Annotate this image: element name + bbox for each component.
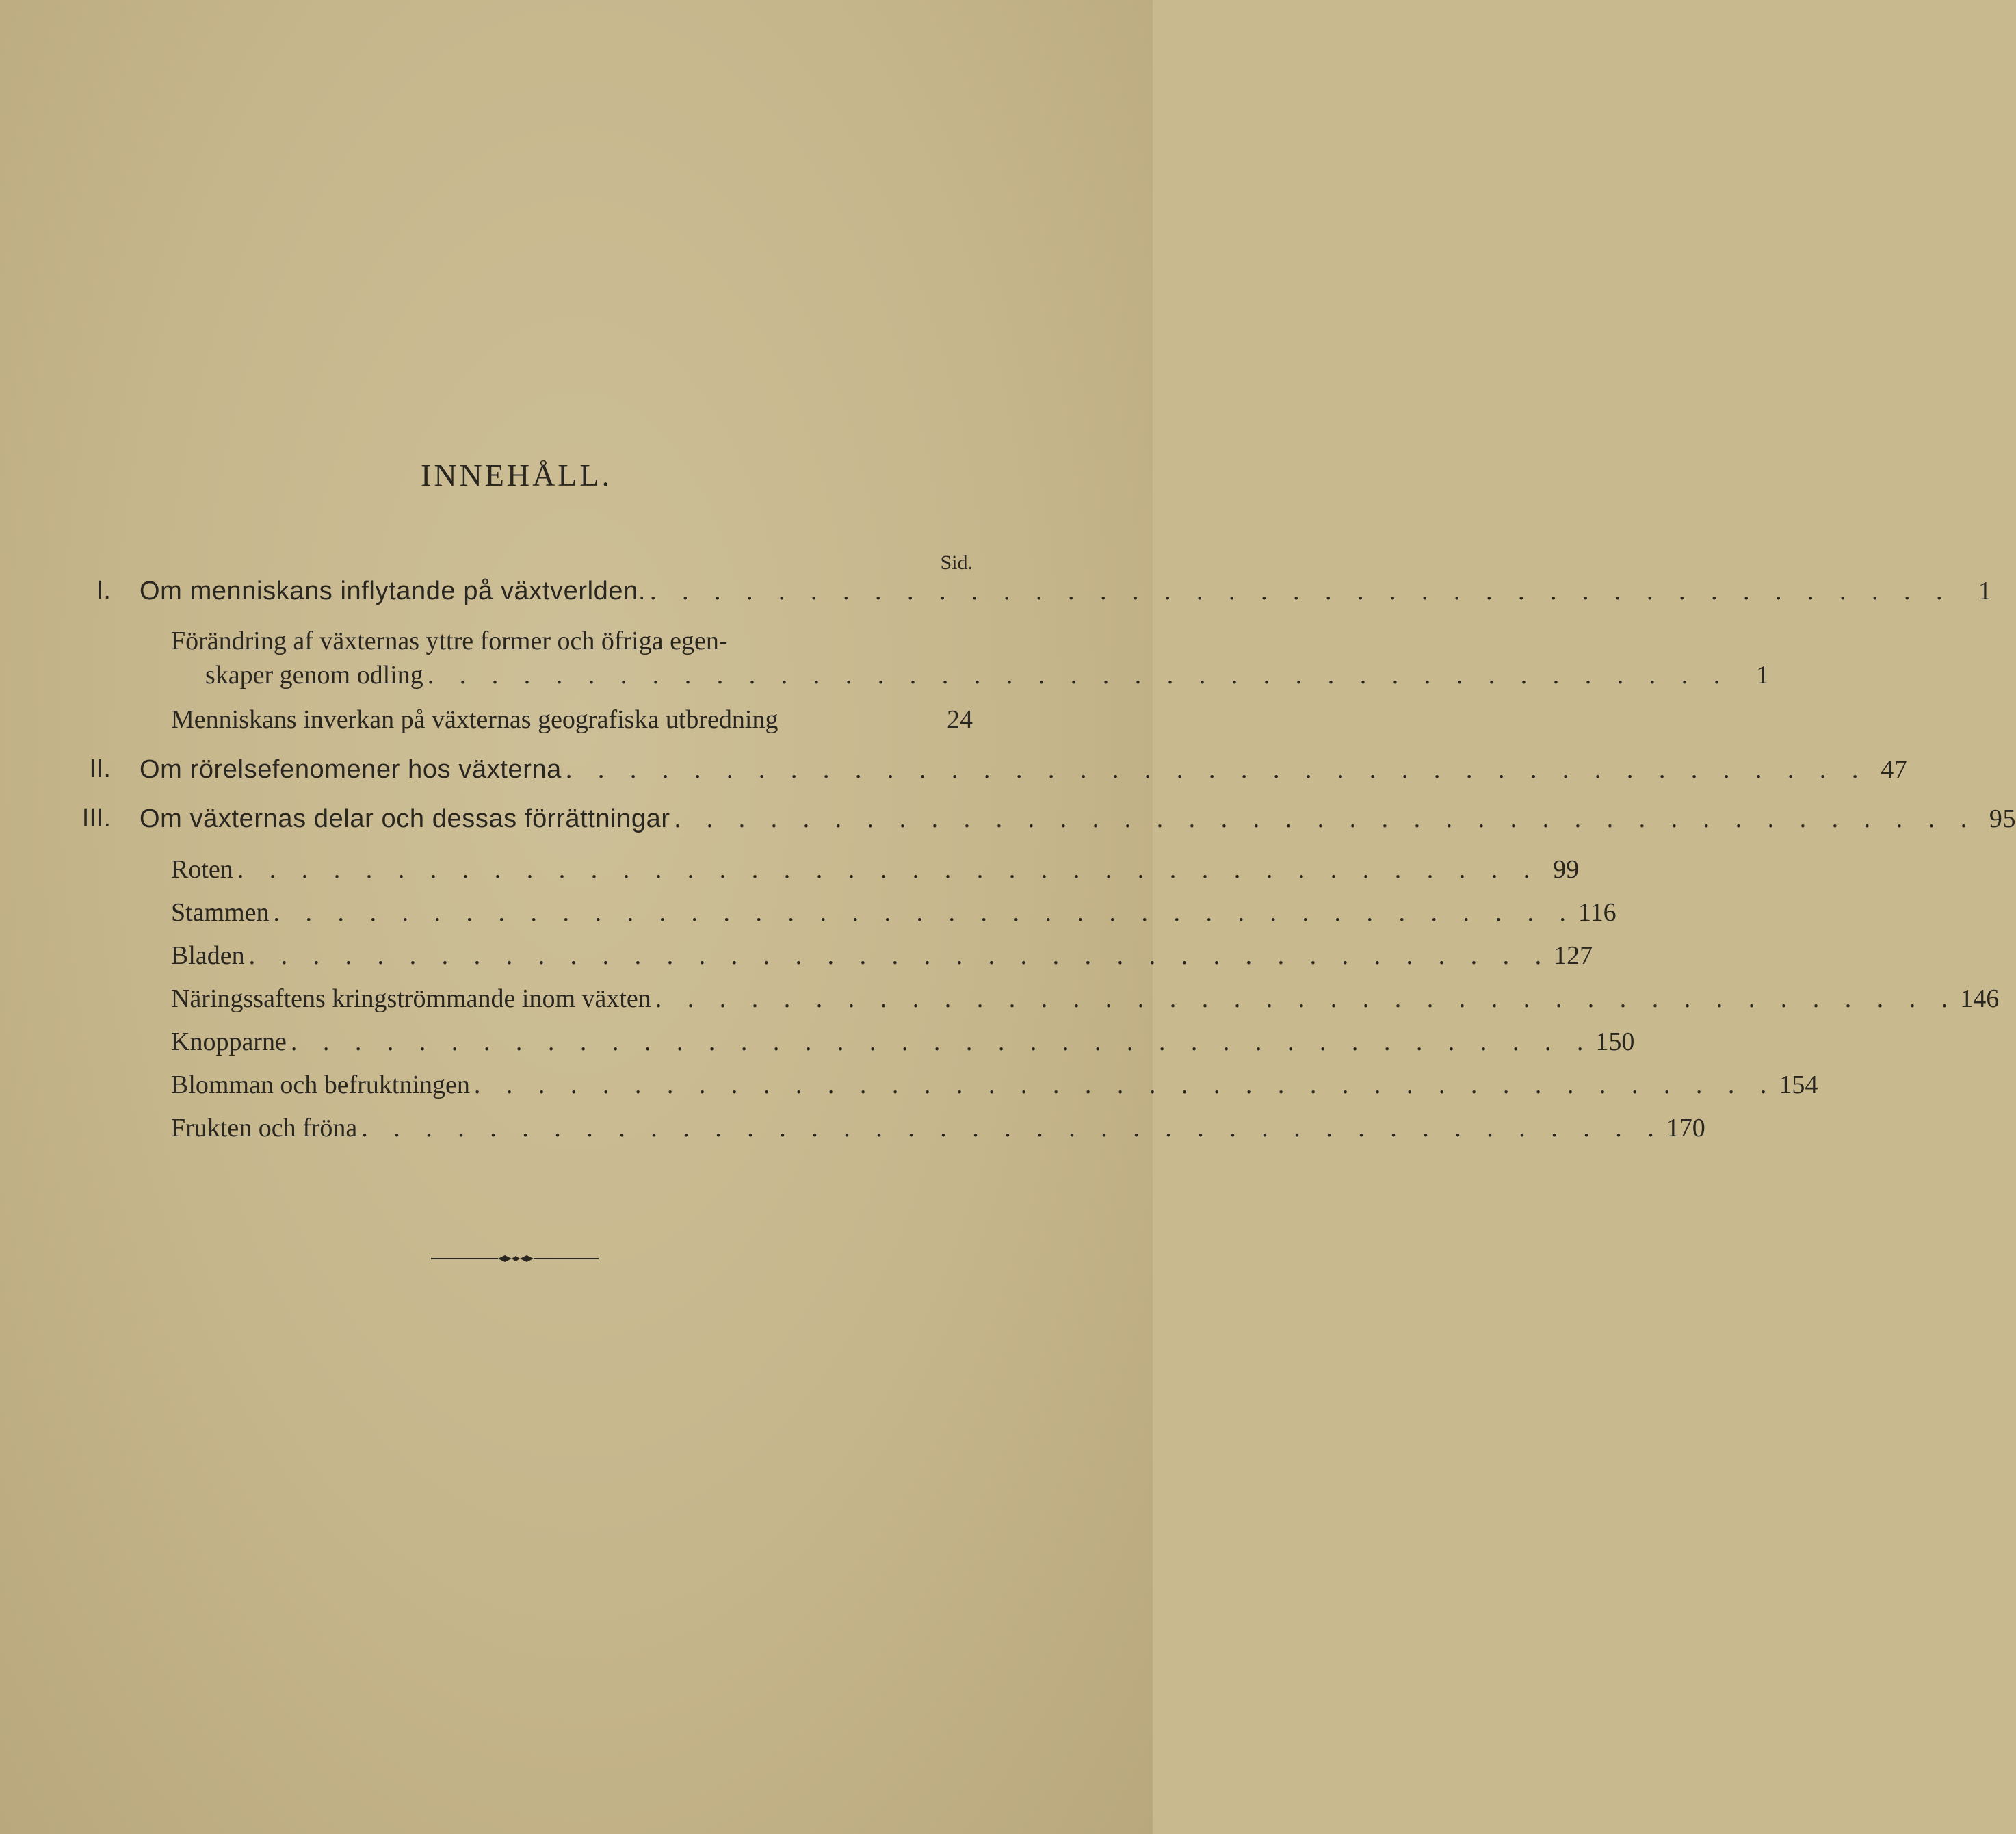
toc-entry-label: Om växternas delar och dessas förrättningar: [140, 804, 670, 833]
chapter-number: I.: [96, 576, 111, 605]
leader-dots: . . . . . . . . . . . . . . . . . . . . . . . . . . . . . . . . . . . . . . . . .: [273, 898, 1576, 927]
toc-entry-label: Blomman och befruktningen: [171, 1071, 470, 1099]
toc-subentry-2: [0, 705, 1153, 743]
toc-subentry-knopparne: [0, 1027, 1635, 1065]
page-title: INNEHÅLL.: [421, 458, 612, 493]
toc-subentry-1-continued: [0, 660, 1770, 698]
toc-subentry-1: [0, 626, 1153, 664]
toc-subentry-roten: [0, 854, 1580, 893]
toc-entry-label: Förändring af växternas yttre former och öfriga egen-: [171, 627, 728, 655]
toc-entry-label: skaper genom odling: [205, 661, 423, 690]
toc-page-number: 1: [1978, 577, 1992, 605]
toc-page-number: 127: [1554, 941, 1593, 970]
leader-dots: . . . . . . . . . . . . . . . . . . . . . . . . . . . . . . . . . . . . . . . . .: [473, 1071, 1777, 1099]
toc-page-number: 170: [1666, 1114, 1705, 1142]
toc-entry-label: Om rörelsefenomener hos växterna: [140, 755, 562, 784]
toc-subentry-stammen: [0, 898, 1616, 936]
leader-dots: . . . . . . . . . . . . . . . . . . . . . . . . . . . . . . . . . . . . . . . . .: [248, 941, 1552, 970]
toc-page-number: 116: [1578, 898, 1616, 927]
leader-dots: . . . . . . . . . . . . . . . . . . . . . . . . . . . . . . . . . . . . . . . . .: [650, 577, 1952, 605]
leader-dots: . . . . . . . . . . . . . . . . . . . . . . . . . . . . . . . . . . . . . . . . .: [361, 1114, 1664, 1142]
toc-chapter-3: [0, 804, 2016, 842]
toc-page-number: 24: [947, 705, 973, 734]
toc-entry-label: Knopparne: [171, 1027, 287, 1056]
toc-entry-label: Bladen: [171, 941, 245, 970]
page-column-label: Sid.: [940, 551, 973, 574]
leader-dots: . . . . . . . . . . . . . . . . . . . . . . . . . . . . . . . . . . . . . . . . .: [290, 1027, 1593, 1056]
toc-entry-label: Menniskans inverkan på växternas geografiska utbredning: [171, 705, 778, 734]
chapter-number: II.: [89, 755, 111, 783]
leader-dots: . . . . . . . . . . . . . . . . . . . . . . . . . . . . . . . . . . . . . . . . .: [674, 804, 1977, 833]
rule-with-diamonds-ornament-icon: [431, 1252, 599, 1266]
toc-chapter-1: [0, 576, 1992, 614]
toc-page-number: 47: [1881, 755, 1908, 784]
leader-dots: . . . . . . . . . . . . . . . . . . . . . . . . . . . . . . . . . . . . . . . . .: [427, 661, 1730, 690]
leader-dots: . . . . . . . . . . . . . . . . . . . . . . . . . . . . . . . . . . . . . . . . .: [237, 855, 1540, 884]
toc-entry-label: Näringssaftens kringströmmande inom växten: [171, 984, 651, 1013]
toc-page-number: 146: [1960, 984, 2000, 1013]
leader-dots: . . . . . . . . . . . . . . . . . . . . . . . . . . . . . . . . . . . . . . . . .: [565, 755, 1868, 784]
toc-page-number: 1: [1756, 661, 1770, 690]
leader-dots: . . . . . . . . . . . . . . . . . . . . . . . . . . . . . . . . . . . . . . . . .: [655, 984, 1958, 1013]
toc-chapter-2: [0, 755, 1908, 793]
toc-page-number: 95: [1989, 804, 2016, 833]
toc-subentry-bladen: [0, 941, 1593, 979]
toc-entry-label: Om menniskans inflytande på växtverlden.: [140, 577, 646, 605]
toc-entry-label: Stammen: [171, 898, 270, 927]
toc-page-number: 99: [1553, 855, 1580, 884]
toc-page-number: 150: [1595, 1027, 1635, 1056]
toc-subentry-frukten: [0, 1113, 1705, 1151]
toc-entry-label: Roten: [171, 855, 233, 884]
toc-subentry-naringssaftens: [0, 984, 2000, 1022]
toc-page-number: 154: [1779, 1071, 1818, 1099]
toc-subentry-blomman: [0, 1070, 1818, 1108]
chapter-number: III.: [81, 804, 111, 833]
toc-entry-label: Frukten och fröna: [171, 1114, 358, 1142]
